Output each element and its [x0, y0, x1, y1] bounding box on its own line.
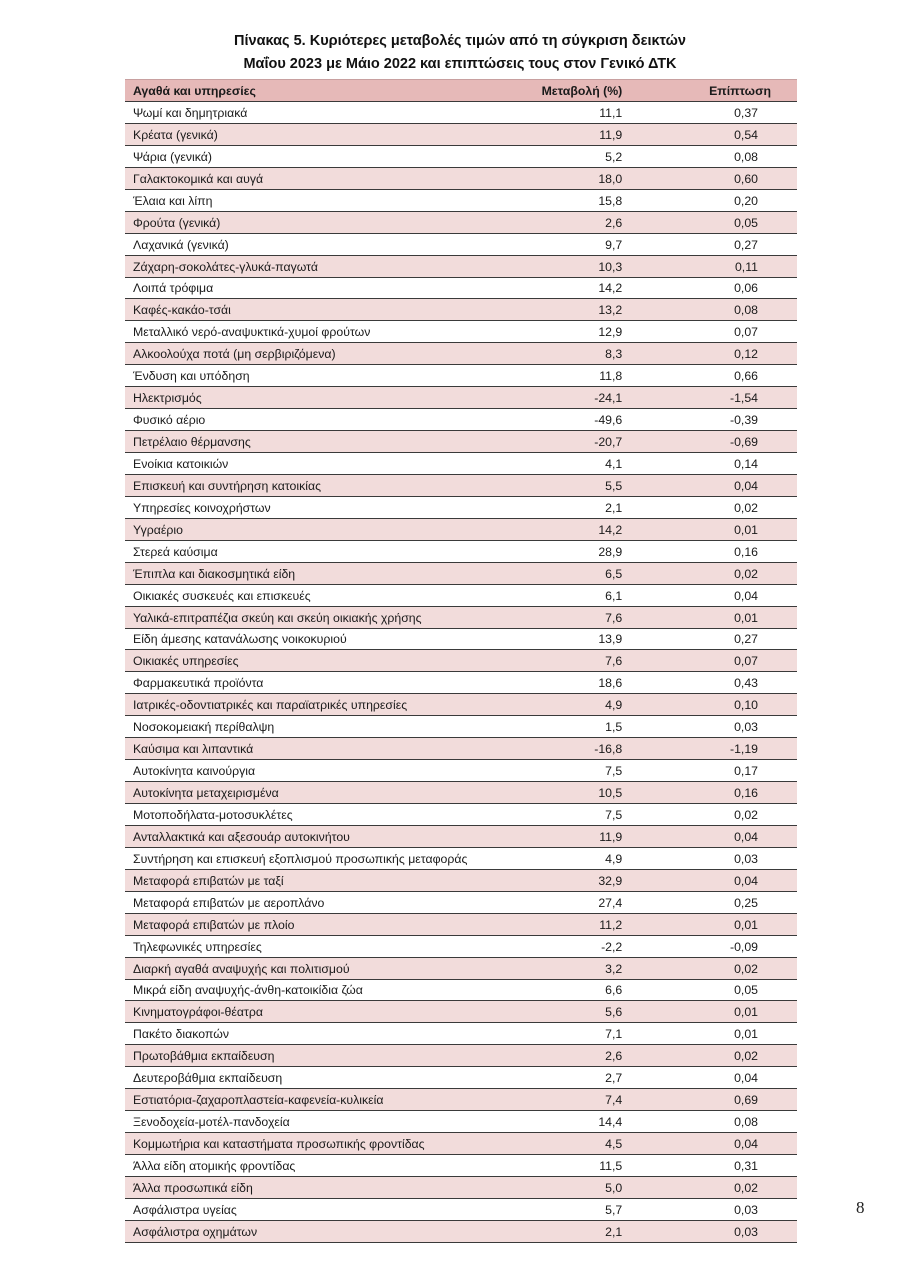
title-line-1: Πίνακας 5. Κυριότερες μεταβολές τιμών από τη σύγκριση δεικτών: [234, 33, 686, 49]
table-row: [125, 1220, 797, 1242]
table-row: [125, 518, 797, 540]
item-cell: Πακέτο διακοπών: [125, 1023, 523, 1045]
item-cell: Υπηρεσίες κοινοχρήστων: [125, 496, 523, 518]
change-cell: 14,4: [523, 1111, 623, 1133]
impact-cell: 0,07: [622, 321, 797, 343]
change-cell: 32,9: [523, 869, 623, 891]
table-row: [125, 453, 797, 475]
table-row: [125, 1023, 797, 1045]
table-row: [125, 782, 797, 804]
item-cell: Τηλεφωνικές υπηρεσίες: [125, 935, 523, 957]
change-cell: 7,5: [523, 804, 623, 826]
item-cell: Ένδυση και υπόδηση: [125, 365, 523, 387]
item-cell: Κομμωτήρια και καταστήματα προσωπικής φροντίδας: [125, 1133, 523, 1155]
change-cell: 10,3: [523, 255, 623, 277]
change-cell: 3,2: [523, 957, 623, 979]
item-cell: Πετρέλαιο θέρμανσης: [125, 431, 523, 453]
change-cell: 18,6: [523, 672, 623, 694]
item-cell: Λαχανικά (γενικά): [125, 233, 523, 255]
table-row: [125, 321, 797, 343]
column-header-item: Αγαθά και υπηρεσίες: [125, 80, 523, 102]
change-cell: -2,2: [523, 935, 623, 957]
impact-cell: 0,07: [622, 650, 797, 672]
item-cell: Ανταλλακτικά και αξεσουάρ αυτοκινήτου: [125, 825, 523, 847]
item-cell: Είδη άμεσης κατανάλωσης νοικοκυριού: [125, 628, 523, 650]
impact-cell: 0,02: [622, 562, 797, 584]
table-row: [125, 716, 797, 738]
item-cell: Μεταφορά επιβατών με αεροπλάνο: [125, 891, 523, 913]
item-cell: Οικιακές συσκευές και επισκευές: [125, 584, 523, 606]
item-cell: Καφές-κακάο-τσάι: [125, 299, 523, 321]
change-cell: 13,9: [523, 628, 623, 650]
impact-cell: 0,69: [622, 1089, 797, 1111]
change-cell: 18,0: [523, 167, 623, 189]
item-cell: Μικρά είδη αναψυχής-άνθη-κατοικίδια ζώα: [125, 979, 523, 1001]
impact-cell: 0,66: [622, 365, 797, 387]
change-cell: 5,5: [523, 474, 623, 496]
change-cell: 1,5: [523, 716, 623, 738]
impact-cell: 0,06: [622, 277, 797, 299]
impact-cell: 0,08: [622, 145, 797, 167]
impact-cell: 0,12: [622, 343, 797, 365]
change-cell: 4,9: [523, 694, 623, 716]
change-cell: 7,5: [523, 760, 623, 782]
impact-cell: 0,20: [622, 189, 797, 211]
table-row: [125, 869, 797, 891]
impact-cell: 0,31: [622, 1155, 797, 1177]
impact-cell: 0,37: [622, 102, 797, 124]
item-cell: Λοιπά τρόφιμα: [125, 277, 523, 299]
change-cell: -16,8: [523, 738, 623, 760]
impact-cell: 0,04: [622, 474, 797, 496]
change-cell: 4,1: [523, 453, 623, 475]
table-row: [125, 650, 797, 672]
change-cell: 28,9: [523, 540, 623, 562]
table-row: [125, 255, 797, 277]
table-row: [125, 1111, 797, 1133]
change-cell: 5,7: [523, 1198, 623, 1220]
change-cell: 7,4: [523, 1089, 623, 1111]
impact-cell: 0,54: [622, 123, 797, 145]
item-cell: Ενοίκια κατοικιών: [125, 453, 523, 475]
item-cell: Ασφάλιστρα οχημάτων: [125, 1220, 523, 1242]
item-cell: Κρέατα (γενικά): [125, 123, 523, 145]
change-cell: 12,9: [523, 321, 623, 343]
change-cell: 7,1: [523, 1023, 623, 1045]
change-cell: 11,9: [523, 123, 623, 145]
change-cell: 11,1: [523, 102, 623, 124]
table-row: [125, 211, 797, 233]
change-cell: 4,5: [523, 1133, 623, 1155]
change-cell: 27,4: [523, 891, 623, 913]
table-row: [125, 387, 797, 409]
change-cell: 11,8: [523, 365, 623, 387]
change-cell: 6,5: [523, 562, 623, 584]
item-cell: Αυτοκίνητα καινούργια: [125, 760, 523, 782]
table-row: [125, 1176, 797, 1198]
item-cell: Πρωτοβάθμια εκπαίδευση: [125, 1045, 523, 1067]
impact-cell: 0,04: [622, 1067, 797, 1089]
item-cell: Μεταφορά επιβατών με ταξί: [125, 869, 523, 891]
change-cell: 2,6: [523, 211, 623, 233]
table-row: [125, 1001, 797, 1023]
page-number: 8: [856, 1198, 865, 1217]
table-row: [125, 825, 797, 847]
item-cell: Φαρμακευτικά προϊόντα: [125, 672, 523, 694]
table-row: [125, 1045, 797, 1067]
impact-cell: -0,69: [622, 431, 797, 453]
impact-cell: 0,16: [622, 540, 797, 562]
item-cell: Γαλακτοκομικά και αυγά: [125, 167, 523, 189]
impact-cell: 0,27: [622, 628, 797, 650]
item-cell: Ψάρια (γενικά): [125, 145, 523, 167]
impact-cell: 0,02: [622, 957, 797, 979]
table-row: [125, 584, 797, 606]
impact-cell: -0,39: [622, 409, 797, 431]
item-cell: Εστιατόρια-ζαχαροπλαστεία-καφενεία-κυλικεία: [125, 1089, 523, 1111]
impact-cell: 0,14: [622, 453, 797, 475]
price-changes-table: [125, 79, 797, 1243]
table-row: [125, 804, 797, 826]
change-cell: 5,0: [523, 1176, 623, 1198]
change-cell: 7,6: [523, 606, 623, 628]
table-row: [125, 343, 797, 365]
change-cell: 15,8: [523, 189, 623, 211]
item-cell: Υαλικά-επιτραπέζια σκεύη και σκεύη οικιακής χρήσης: [125, 606, 523, 628]
impact-cell: 0,01: [622, 606, 797, 628]
table-row: [125, 189, 797, 211]
change-cell: 6,1: [523, 584, 623, 606]
table-row: [125, 1089, 797, 1111]
item-cell: Αυτοκίνητα μεταχειρισμένα: [125, 782, 523, 804]
change-cell: 2,1: [523, 1220, 623, 1242]
change-cell: 14,2: [523, 277, 623, 299]
table-row: [125, 979, 797, 1001]
change-cell: 13,2: [523, 299, 623, 321]
table-row: [125, 935, 797, 957]
table-row: [125, 409, 797, 431]
change-cell: 8,3: [523, 343, 623, 365]
table-header-row: [125, 80, 797, 102]
change-cell: 14,2: [523, 518, 623, 540]
item-cell: Φρούτα (γενικά): [125, 211, 523, 233]
item-cell: Στερεά καύσιμα: [125, 540, 523, 562]
table-row: [125, 694, 797, 716]
column-header-impact: Επίπτωση: [622, 80, 797, 102]
impact-cell: 0,43: [622, 672, 797, 694]
impact-cell: 0,11: [622, 255, 797, 277]
table-row: [125, 365, 797, 387]
change-cell: 6,6: [523, 979, 623, 1001]
table-row: [125, 474, 797, 496]
item-cell: Καύσιμα και λιπαντικά: [125, 738, 523, 760]
table-row: [125, 1133, 797, 1155]
table-row: [125, 1155, 797, 1177]
table-row: [125, 145, 797, 167]
item-cell: Οικιακές υπηρεσίες: [125, 650, 523, 672]
table-row: [125, 102, 797, 124]
change-cell: -24,1: [523, 387, 623, 409]
item-cell: Συντήρηση και επισκευή εξοπλισμού προσωπικής μεταφοράς: [125, 847, 523, 869]
impact-cell: 0,05: [622, 211, 797, 233]
table-row: [125, 277, 797, 299]
change-cell: 10,5: [523, 782, 623, 804]
item-cell: Έλαια και λίπη: [125, 189, 523, 211]
table-row: [125, 431, 797, 453]
item-cell: Ασφάλιστρα υγείας: [125, 1198, 523, 1220]
item-cell: Ιατρικές-οδοντιατρικές και παραϊατρικές υπηρεσίες: [125, 694, 523, 716]
impact-cell: 0,03: [622, 847, 797, 869]
impact-cell: 0,03: [622, 716, 797, 738]
table-row: [125, 562, 797, 584]
impact-cell: 0,02: [622, 804, 797, 826]
impact-cell: 0,16: [622, 782, 797, 804]
change-cell: -49,6: [523, 409, 623, 431]
impact-cell: 0,10: [622, 694, 797, 716]
table-row: [125, 672, 797, 694]
change-cell: 9,7: [523, 233, 623, 255]
table-row: [125, 496, 797, 518]
impact-cell: 0,08: [622, 299, 797, 321]
impact-cell: 0,04: [622, 869, 797, 891]
item-cell: Ηλεκτρισμός: [125, 387, 523, 409]
table-row: [125, 738, 797, 760]
impact-cell: 0,25: [622, 891, 797, 913]
item-cell: Διαρκή αγαθά αναψυχής και πολιτισμού: [125, 957, 523, 979]
item-cell: Άλλα προσωπικά είδη: [125, 1176, 523, 1198]
table-row: [125, 233, 797, 255]
impact-cell: 0,01: [622, 1001, 797, 1023]
item-cell: Μεταλλικό νερό-αναψυκτικά-χυμοί φρούτων: [125, 321, 523, 343]
item-cell: Κινηματογράφοι-θέατρα: [125, 1001, 523, 1023]
table-row: [125, 123, 797, 145]
impact-cell: 0,04: [622, 1133, 797, 1155]
impact-cell: 0,02: [622, 1176, 797, 1198]
impact-cell: 0,01: [622, 1023, 797, 1045]
table-row: [125, 299, 797, 321]
item-cell: Έπιπλα και διακοσμητικά είδη: [125, 562, 523, 584]
change-cell: 4,9: [523, 847, 623, 869]
impact-cell: -0,09: [622, 935, 797, 957]
change-cell: 11,2: [523, 913, 623, 935]
item-cell: Επισκευή και συντήρηση κατοικίας: [125, 474, 523, 496]
item-cell: Ψωμί και δημητριακά: [125, 102, 523, 124]
impact-cell: 0,05: [622, 979, 797, 1001]
change-cell: 5,2: [523, 145, 623, 167]
table-row: [125, 1067, 797, 1089]
table-row: [125, 540, 797, 562]
item-cell: Φυσικό αέριο: [125, 409, 523, 431]
change-cell: 5,6: [523, 1001, 623, 1023]
impact-cell: 0,03: [622, 1220, 797, 1242]
table-row: [125, 1198, 797, 1220]
item-cell: Ξενοδοχεία-μοτέλ-πανδοχεία: [125, 1111, 523, 1133]
change-cell: 11,9: [523, 825, 623, 847]
change-cell: 2,7: [523, 1067, 623, 1089]
impact-cell: 0,02: [622, 496, 797, 518]
impact-cell: -1,19: [622, 738, 797, 760]
impact-cell: 0,27: [622, 233, 797, 255]
item-cell: Αλκοολούχα ποτά (μη σερβιριζόμενα): [125, 343, 523, 365]
item-cell: Μεταφορά επιβατών με πλοίο: [125, 913, 523, 935]
item-cell: Ζάχαρη-σοκολάτες-γλυκά-παγωτά: [125, 255, 523, 277]
impact-cell: 0,60: [622, 167, 797, 189]
item-cell: Μοτοποδήλατα-μοτοσυκλέτες: [125, 804, 523, 826]
change-cell: 2,6: [523, 1045, 623, 1067]
impact-cell: 0,02: [622, 1045, 797, 1067]
change-cell: 2,1: [523, 496, 623, 518]
column-header-change: Μεταβολή (%): [523, 80, 623, 102]
table-row: [125, 167, 797, 189]
item-cell: Άλλα είδη ατομικής φροντίδας: [125, 1155, 523, 1177]
item-cell: Νοσοκομειακή περίθαλψη: [125, 716, 523, 738]
impact-cell: -1,54: [622, 387, 797, 409]
item-cell: Δευτεροβάθμια εκπαίδευση: [125, 1067, 523, 1089]
impact-cell: 0,01: [622, 913, 797, 935]
impact-cell: 0,03: [622, 1198, 797, 1220]
table-title: [0, 30, 900, 76]
table-body: [125, 102, 797, 1243]
table-row: [125, 628, 797, 650]
impact-cell: 0,17: [622, 760, 797, 782]
item-cell: Υγραέριο: [125, 518, 523, 540]
table-row: [125, 957, 797, 979]
table-row: [125, 913, 797, 935]
change-cell: -20,7: [523, 431, 623, 453]
impact-cell: 0,01: [622, 518, 797, 540]
table-row: [125, 606, 797, 628]
impact-cell: 0,08: [622, 1111, 797, 1133]
table-row: [125, 891, 797, 913]
table-row: [125, 760, 797, 782]
title-line-2: Μαΐου 2023 με Μάιο 2022 και επιπτώσεις τους στον Γενικό ΔΤΚ: [243, 56, 677, 72]
change-cell: 7,6: [523, 650, 623, 672]
table-row: [125, 847, 797, 869]
impact-cell: 0,04: [622, 584, 797, 606]
impact-cell: 0,04: [622, 825, 797, 847]
change-cell: 11,5: [523, 1155, 623, 1177]
